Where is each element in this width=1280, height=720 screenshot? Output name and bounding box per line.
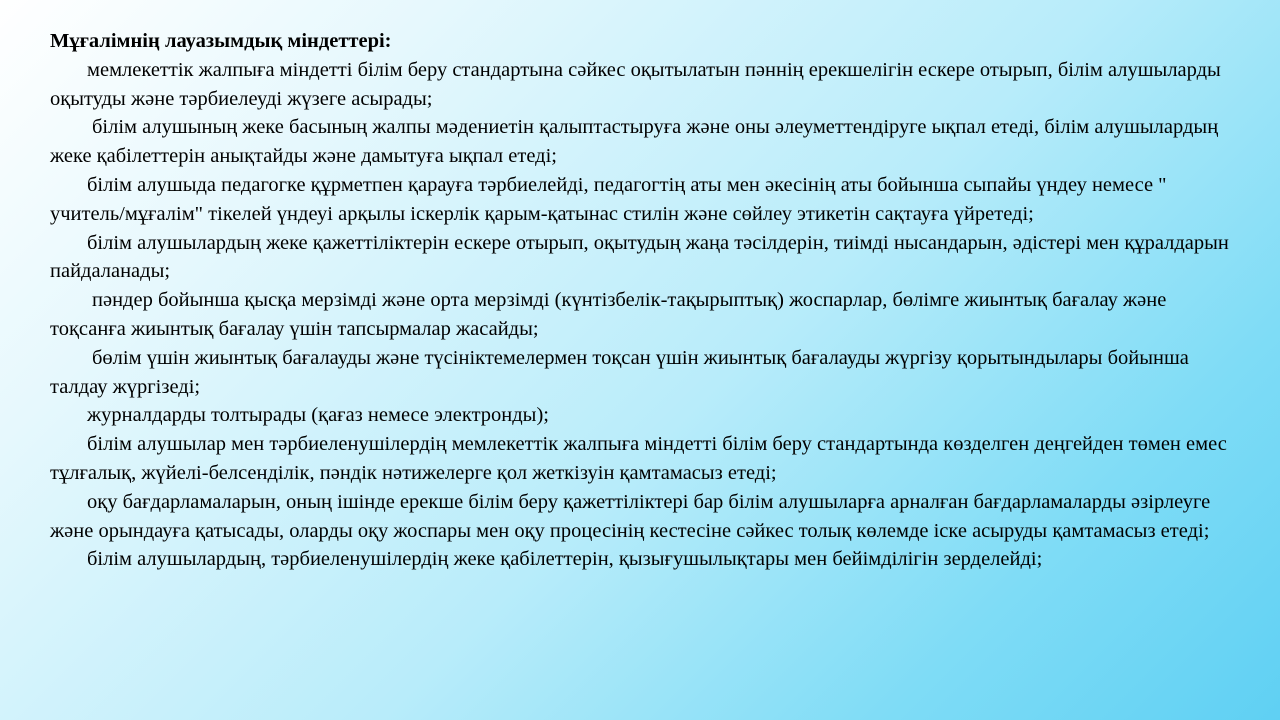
slide-title: Мұғалімнің лауазымдық міндеттері:	[50, 30, 392, 52]
duty-paragraph: білім алушының жеке басының жалпы мәдениетін қалыптастыруға және оны әлеуметтендіруге ықпал етеді, білім алушылардың жеке қабілеттерін анықтайды және дамытуға ықпал етеді;	[50, 116, 1219, 168]
duty-paragraph: журналдарды толтырады (қағаз немесе электронды);	[87, 404, 549, 427]
duty-paragraph: білім алушыда педагогке құрметпен қарауға тәрбиелейді, педагогтің аты мен әкесінің аты бойынша сыпайы үндеу немесе " учитель/мұғалім" тікелей үндеуі арқылы іскерлік қарым-қатынас стилін және сөйлеу этикетін сақтауға үйретеді;	[50, 173, 1167, 225]
duty-paragraph: мемлекеттік жалпыға міндетті білім беру стандартына сәйкес оқытылатын пәннің ерекшелігін ескере отырып, білім алушыларды оқытуды және тәрбиелеуді жүзеге асырады;	[50, 58, 1221, 110]
duty-paragraph: пәндер бойынша қысқа мерзімді және орта мерзімді (күнтізбелік-тақырыптық) жоспарлар, бөлімге жиынтық бағалау және тоқсанға жиынтық бағалау үшін тапсырмалар жасайды;	[50, 289, 1167, 340]
slide-content	[50, 27, 1240, 574]
duty-paragraph: білім алушылардың, тәрбиеленушілердің жеке қабілеттерін, қызығушылықтары мен бейімділігін зерделейді;	[87, 548, 1043, 571]
duty-paragraph: оқу бағдарламаларын, оның ішінде ерекше білім беру қажеттіліктері бар білім алушыларға арналған бағдарламаларды әзірлеуге және орындауға қатысады, оларды оқу жоспары мен оқу процесінің кестесіне сәйкес толық көлемде іске асыруды қамтамасыз етеді;	[50, 490, 1211, 542]
duty-paragraph: бөлім үшін жиынтық бағалауды және түсініктемелермен тоқсан үшін жиынтық бағалауды жүргізу қорытындылары бойынша талдау жүргізеді;	[50, 346, 1189, 398]
duty-paragraph: білім алушылардың жеке қажеттіліктерін ескере отырып, оқытудың жаңа тәсілдерін, тиімді нысандарын, әдістері мен құралдарын пайдаланады;	[50, 231, 1229, 283]
duty-paragraph: білім алушылар мен тәрбиеленушілердің мемлекеттік жалпыға міндетті білім беру стандартында көзделген деңгейден төмен емес тұлғалық, жүйелі-белсенділік, пәндік нәтижелерге қол жеткізуін қамтамасыз етеді;	[50, 433, 1227, 484]
